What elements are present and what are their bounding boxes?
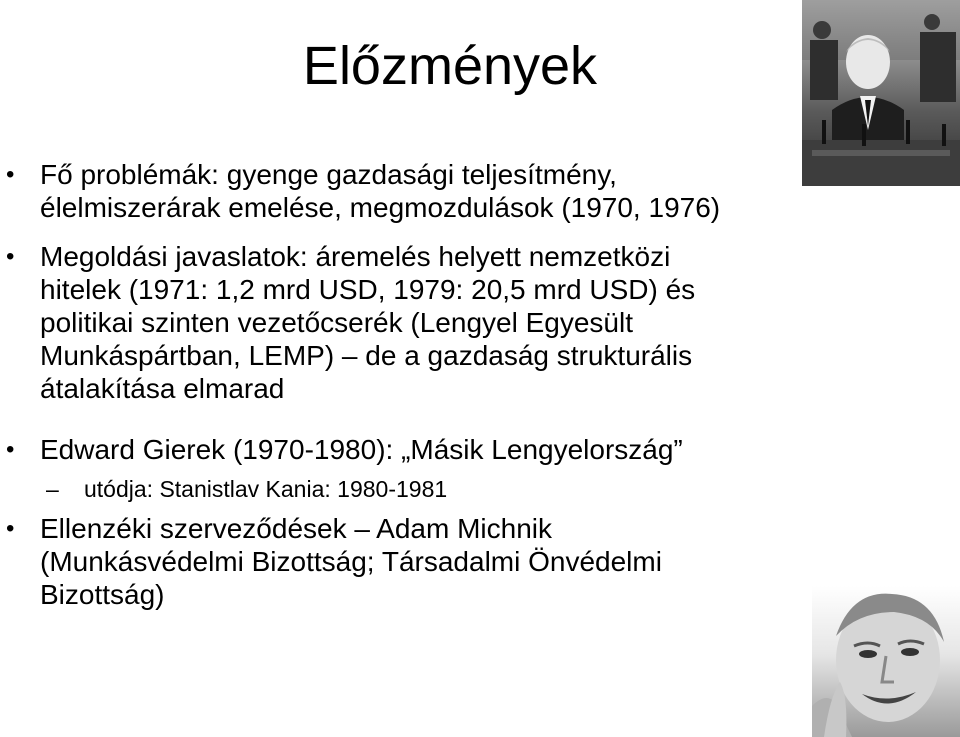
bullet-line: Bizottság) <box>40 579 165 610</box>
bullet-line: • Ellenzéki szerveződések – Adam Michnik <box>40 513 553 544</box>
bullet-line: hitelek (1971: 1,2 mrd USD, 1979: 20,5 mrd USD) és <box>40 274 696 305</box>
bullet-solutions <box>40 240 695 405</box>
bullet-line: politikai szinten vezetőcserék (Lengyel Egyesült <box>40 307 633 338</box>
bullet-line: Munkáspártban, LEMP) – de a gazdaság strukturális <box>40 340 693 371</box>
michnik-photo-illustration <box>812 586 960 737</box>
gierek-photo-illustration <box>802 0 960 186</box>
bullet-line: (Munkásvédelmi Bizottság; Társadalmi Önvédelmi <box>40 546 662 577</box>
bullet-gierek <box>40 433 683 466</box>
michnik-photo <box>812 586 960 737</box>
bullet-line: élelmiszerárak emelése, megmozdulások (1970, 1976) <box>40 192 721 223</box>
bullet-problems <box>40 158 720 224</box>
gierek-photo <box>802 0 960 186</box>
bullet-line: • Fő problémák: gyenge gazdasági teljesítmény, <box>40 159 617 190</box>
bullet-line: • Edward Gierek (1970-1980): „Másik Lengyelország” <box>40 434 683 465</box>
sub-bullet-kania: – utódja: Stanistlav Kania: 1980-1981 <box>84 475 447 503</box>
bullet-opposition <box>40 512 662 611</box>
bullet-line: • Megoldási javaslatok: áremelés helyett nemzetközi <box>40 241 671 272</box>
bullet-line: átalakítása elmarad <box>40 373 285 404</box>
slide-title: Előzmények <box>302 36 598 96</box>
